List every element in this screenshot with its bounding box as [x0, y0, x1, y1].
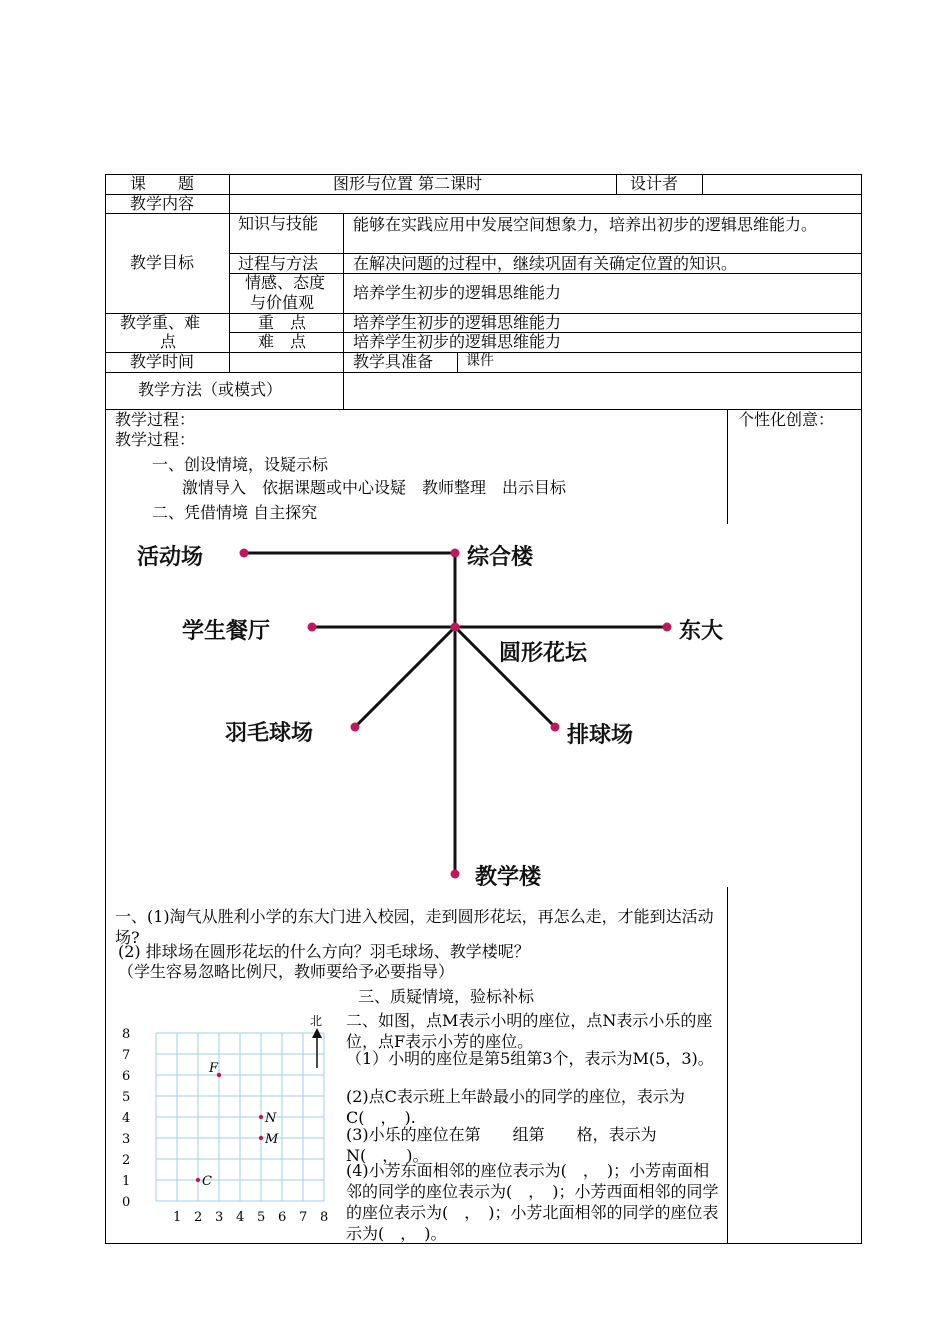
east-gate-dot [663, 623, 672, 632]
point-label-m: M [265, 1132, 279, 1147]
point-m [259, 1136, 263, 1140]
x-axis-ticks [173, 1210, 328, 1225]
x-tick-label: 4 [236, 1210, 245, 1225]
y-tick-label: 3 [122, 1132, 131, 1147]
y-axis-ticks [122, 1027, 130, 1210]
step1-detail: 激情导入 依据课题或中心设疑 教师整理 出示目标 [182, 478, 567, 497]
campus-map [107, 524, 727, 887]
point-c [196, 1178, 200, 1182]
exercise-2: (2)点C表示班上年龄最小的同学的座位，表示为C( ， ). [346, 1087, 685, 1127]
point-label-n: N [265, 1111, 277, 1126]
designer-label: 设计者 [630, 174, 679, 193]
y-tick-label: 0 [122, 1195, 131, 1210]
x-tick-label: 8 [320, 1210, 329, 1225]
step3-title: 三、质疑情境，验标补标 [358, 987, 535, 1006]
activity-field-dot [240, 549, 249, 558]
goal-text-knowledge: 能够在实践应用中发展空间想象力，培养出初步的逻辑思维能力。 [353, 215, 818, 234]
process-label-2: 教学过程： [115, 430, 196, 449]
activity-field-label: 活动场 [137, 545, 204, 570]
point-label-f: F [209, 1061, 219, 1076]
key-label: 重 点 [258, 313, 307, 332]
north-label: 北 [310, 1014, 323, 1028]
canteen-dot [308, 623, 317, 632]
prep-value: 课件 [466, 353, 494, 369]
badminton-label: 羽毛球场 [225, 721, 314, 746]
topic-value: 图形与位置 第二课时 [333, 174, 483, 193]
complex-building-label: 综合楼 [467, 545, 534, 570]
question-3: （学生容易忽略比例尺，教师要给予必要指导） [118, 962, 455, 981]
question-2: (2) 排球场在圆形花坛的什么方向？羽毛球场、教学楼呢？ [118, 942, 530, 961]
point-n [259, 1115, 263, 1119]
exercise-4: (4)小芳东面相邻的座位表示为( ， )；小芳南面相邻的同学的座位表示为( ， )；小芳西面相邻的同学的座位表示为( ， )；小芳北面相邻的同学的座位表示为( ， )。 [346, 1161, 719, 1243]
goal-text-emotion: 培养学生初步的逻辑思维能力 [353, 283, 562, 302]
topic-label: 课 题 [130, 174, 195, 193]
y-tick-label: 5 [122, 1090, 131, 1105]
step2-title: 二、凭借情境 自主探究 [152, 503, 318, 522]
x-tick-label: 6 [278, 1210, 287, 1225]
key-text: 培养学生初步的逻辑思维能力 [353, 313, 562, 332]
badminton-dot [351, 723, 360, 732]
goal-dim-emotion-2: 与价值观 [250, 293, 315, 312]
time-label: 教学时间 [130, 352, 195, 371]
x-tick-label: 5 [257, 1210, 266, 1225]
canteen-label: 学生餐厅 [182, 619, 271, 644]
grid-lines [156, 1033, 324, 1201]
y-tick-label: 7 [122, 1048, 131, 1063]
keypoints-label-1: 教学重、难 [120, 313, 201, 332]
goal-text-process: 在解决问题的过程中，继续巩固有关确定位置的知识。 [353, 254, 738, 273]
difficult-label: 难 点 [258, 332, 307, 351]
complex-building-dot [451, 549, 460, 558]
difficult-text: 培养学生初步的逻辑思维能力 [353, 332, 562, 351]
x-tick-label: 3 [215, 1210, 224, 1225]
garden-dot [451, 623, 460, 632]
x-tick-label: 7 [299, 1210, 308, 1225]
y-tick-label: 8 [122, 1027, 131, 1042]
keypoints-label-2: 点 [160, 332, 177, 351]
volleyball-label: 排球场 [567, 723, 634, 748]
method-label: 教学方法（或模式） [138, 380, 283, 399]
y-tick-label: 6 [122, 1069, 131, 1084]
goal-dim-knowledge: 知识与技能 [238, 214, 319, 233]
step1-title: 一、创设情境，设疑示标 [152, 455, 329, 474]
grid-points [196, 1061, 279, 1189]
east-gate-label: 东大 [679, 619, 724, 644]
y-tick-label: 2 [122, 1153, 131, 1168]
campus-paths [244, 553, 667, 874]
process-label-1: 教学过程： [115, 410, 196, 429]
volleyball-dot [551, 723, 560, 732]
prep-label: 教学具准备 [353, 352, 434, 371]
garden-label: 圆形花坛 [499, 641, 588, 666]
x-tick-label: 1 [173, 1210, 182, 1225]
creative-label: 个性化创意： [738, 410, 835, 429]
exercise-intro: 二、如图，点M表示小明的座位，点N表示小乐的座位，点F表示小芳的座位。 [346, 1011, 713, 1051]
teaching-building-label: 教学楼 [475, 865, 542, 887]
teaching-building-dot [451, 870, 460, 879]
seat-grid-figure [110, 1008, 332, 1230]
question-1: 一、(1)淘气从胜利小学的东大门进入校园，走到圆形花坛，再怎么走，才能到达活动场? [115, 907, 714, 947]
content-label: 教学内容 [130, 194, 195, 213]
goal-dim-process: 过程与方法 [238, 254, 319, 273]
y-tick-label: 1 [122, 1174, 131, 1189]
goals-label: 教学目标 [130, 253, 195, 272]
x-tick-label: 2 [194, 1210, 203, 1225]
exercise-3: (3)小乐的座位在第 组第 格，表示为N( ， )。 [346, 1125, 657, 1165]
point-label-c: C [202, 1174, 212, 1189]
y-tick-label: 4 [122, 1111, 131, 1126]
exercise-1: （1）小明的座位是第5组第3个，表示为M(5，3)。 [346, 1049, 714, 1068]
goal-dim-emotion-1: 情感、态度 [245, 273, 326, 292]
